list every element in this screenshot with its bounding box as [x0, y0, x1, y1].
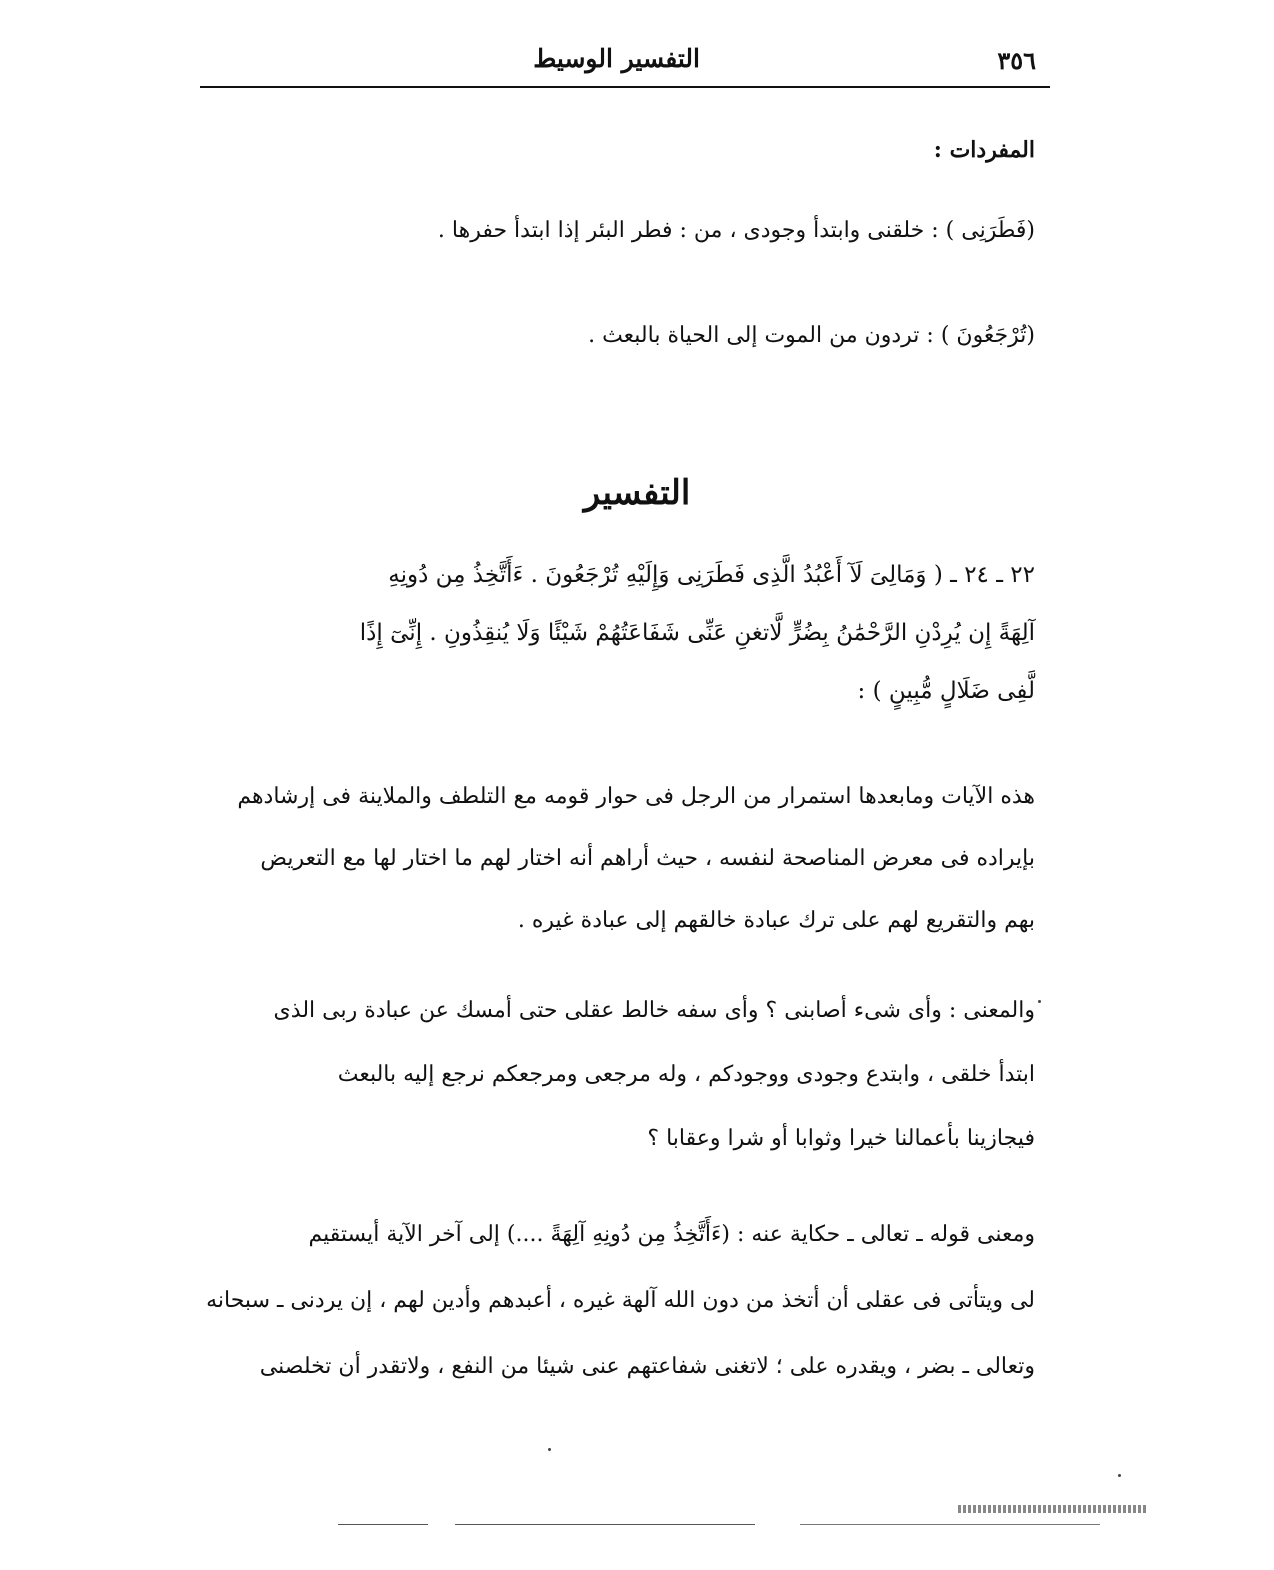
footer-rule: [455, 1524, 755, 1525]
page-header: [200, 42, 1050, 82]
paragraph-line: بهم والتقريع لهم على ترك عبادة خالقهم إلى عبادة غيره .: [517, 908, 1035, 933]
paragraph-line: هذه الآيات ومابعدها استمرار من الرجل فى حوار قومه مع التلطف والملاينة فى إرشادهم: [237, 784, 1035, 809]
footer-rule: [338, 1524, 428, 1525]
section-heading: التفسير: [583, 473, 691, 513]
paragraph-line: ابتدأ خلقى ، وابتدع وجودى ووجودكم ، وله مرجعى ومرجعكم نرجع إليه بالبعث: [337, 1062, 1035, 1087]
vocabulary-heading: المفردات :: [933, 137, 1035, 163]
vocabulary-item: (تُرْجَعُونَ ) : تردون من الموت إلى الحياة بالبعث .: [588, 323, 1035, 348]
scan-speck: [1038, 1000, 1041, 1003]
scan-speck: [1118, 1474, 1121, 1477]
paragraph-line: فيجازينا بأعمالنا خيرا وثوابا أو شرا وعقابا ؟: [647, 1126, 1035, 1151]
page-number: ٣٥٦: [997, 46, 1036, 75]
paragraph: [200, 1222, 1035, 1392]
paragraph-line: والمعنى : وأى شىء أصابنى ؟ وأى سفه خالط عقلى حتى أمسك عن عبادة ربى الذى: [273, 998, 1035, 1023]
vocabulary-item: (فَطَرَنِى ) : خلقنى وابتدأ وجودى ، من : فطر البئر إذا ابتدأ حفرها .: [437, 218, 1035, 243]
paragraph: [200, 784, 1035, 944]
verse-line: لَّفِى ضَلَالٍ مُّبِينٍ ) :: [857, 678, 1035, 704]
header-rule: [200, 86, 1050, 88]
verse-line: آلِهَةً إِن يُرِدْنِ الرَّحْمَٰنُ بِضُرٍّ لَّاتغنِ عَنِّى شَفَاعَتُهُمْ شَيْئًا وَلَا يُنقِذُونِ . إِنِّىٓ إِذًا: [359, 620, 1035, 646]
paragraph: [200, 998, 1035, 1158]
running-title: التفسير الوسيط: [533, 44, 700, 73]
paragraph-line: بإيراده فى معرض المناصحة لنفسه ، حيث أراهم أنه اختار لهم ما اختار لها مع التعريض: [260, 846, 1035, 871]
paragraph-line: وتعالى ـ بضر ، ويقدره على ؛ لاتغنى شفاعتهم عنى شيئا من النفع ، ولاتقدر أن تخلصنى: [259, 1354, 1035, 1379]
scan-speck: [548, 1448, 551, 1451]
footer-rule: [800, 1524, 1100, 1525]
paragraph-line: ومعنى قوله ـ تعالى ـ حكاية عنه : (ءَأَتَّخِذُ مِن دُونِهِ آلِهَةً ....) إلى آخر الآية أيستقيم: [308, 1222, 1035, 1247]
verse-line: ٢٢ ـ ٢٤ ـ ( وَمَالِىَ لَآ أَعْبُدُ الَّذِى فَطَرَنِى وَإِلَيْهِ تُرْجَعُونَ . ءَأَتَّخِذُ مِن دُونِهِ: [388, 562, 1035, 588]
verse-block: [200, 562, 1035, 722]
paragraph-line: لى ويتأتى فى عقلى أن أتخذ من دون الله آلهة غيره ، أعبدهم وأدين لهم ، إن يردنى ـ سبحانه: [206, 1288, 1035, 1313]
scan-noise: [958, 1505, 1148, 1513]
